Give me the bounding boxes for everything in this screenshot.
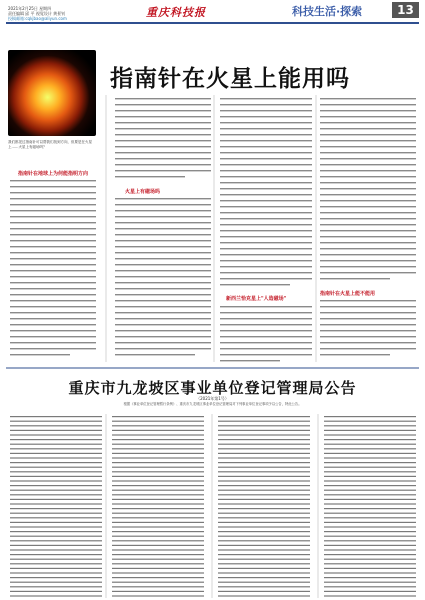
subhead-artificial-field: 新西兰恰克星上"人造磁场" (226, 296, 287, 302)
subhead-compass-earth: 指南针在地球上为何能指明方向 (18, 171, 89, 177)
notice-title: 重庆市九龙坡区事业单位登记管理局公告 (68, 379, 357, 397)
notice-intro: 根据《事业单位登记管理暂行条例》、重庆市九龙坡区事业单位登记管理局对下列事业单位登记事项予以公告，特此公告。 (123, 402, 302, 406)
article-title: 指南针在火星上能用吗 (110, 66, 350, 92)
notice-date: （2021年第1号） (196, 396, 229, 401)
section-name: 科技生活·探索 (292, 5, 363, 18)
contact-line: 责任编辑 邱 平 视觉设计 黄景钊 (8, 11, 66, 16)
page-number: 13 (392, 2, 419, 18)
subhead-mars-magnetic: 火星上有磁场吗 (125, 189, 161, 195)
notice-body-lines (0, 414, 425, 600)
newspaper-masthead: 重庆科技报 (146, 6, 206, 19)
subhead-compass-mars: 指南针在火星上能不能用 (320, 291, 376, 297)
email-line: 投稿邮箱:cqkjbao@aliyun.com (8, 16, 67, 21)
date-line: 2021年2月25日 星期四 (8, 6, 52, 11)
photo-caption: 我们都见过指南针可以帮我们找到方向，但要是在火星上……火星上有磁场吗？ (8, 140, 92, 149)
